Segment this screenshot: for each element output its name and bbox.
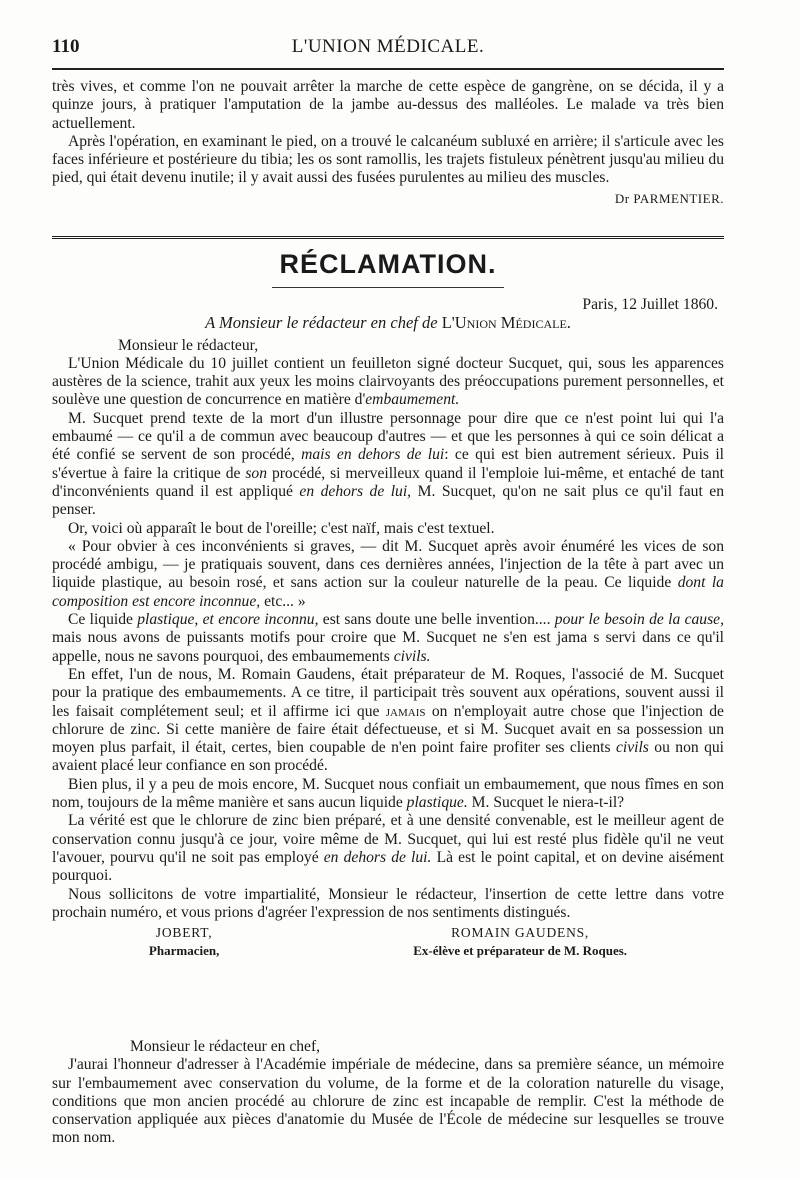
article-continuation: [52, 78, 724, 208]
salutation: Monsieur le rédacteur en chef,: [130, 1038, 321, 1055]
paragraph: J'aurai l'honneur d'adresser à l'Académie impériale de médecine, dans sa première séance, un mémoire sur l'embaumement avec conservation du volume, de la forme et de la coloration naturelle du visage, conditions que mon ancien procédé au chlorure de zinc est incapable de remplir. C'est la méthode de conservation appliquée aux pièces d'anatomie du Musée de l'École de médecine sur lesquelles se trouve mon nom.: [52, 1056, 724, 1147]
addressee: [52, 314, 724, 332]
paragraph: Or, voici où apparaît le bout de l'oreille; c'est naïf, mais c'est textuel.: [68, 519, 495, 537]
paragraph: Nous sollicitons de votre impartialité, Monsieur le rédacteur, l'insertion de cette lettre dans votre prochain numéro, et vous prions d'agréer l'expression de nos sentiments distingués.: [52, 885, 724, 921]
paragraph: très vives, et comme l'on ne pouvait arrêter la marche de cette espèce de gangrène, on se décida, il y a quinze jours, à pratiquer l'amputation de la jambe au-dessus des malléoles. Le malade va très bien actuellement.: [52, 78, 724, 132]
page-number: 110: [52, 36, 80, 57]
journal-name: L'Union Médicale.: [441, 313, 571, 333]
paragraph: La vérité est que le chlorure de zinc bien préparé, et à une densité convenable, est le meilleur agent de conservation connu jusqu'à ce jour, voire même de M. Sucquet, qui lui est resté plus fidèle qu'il ne veut l'avouer, pourvu qu'il ne soit pas employé en dehors de lui. Là est le point capital, et on devine aisément pourquoi.: [52, 812, 724, 885]
paragraph: Après l'opération, en examinant le pied, on a trouvé le calcanéum subluxé en arrière; il s'articule avec les faces inférieure et postérieure du tibia; les os sont ramollis, les trajets fistuleux pénètrent jusqu'au milieu du pied, qui était devenu inutile; il y avait aussi des fusées purulentes au milieu des muscles.: [52, 132, 724, 187]
quotation: « Pour obvier à ces inconvénients si graves, — dit M. Sucquet après avoir énuméré les vices de son procédé ambigu, — je pratiquais souvent, dans ces dernières années, l'injection de la tête à part avec un liquide plastique, au besoin rosé, et sans action sur la couleur naturelle de la peau. Ce liquide dont la composition est encore inconnue, etc... »: [52, 537, 724, 610]
signatures: [52, 924, 724, 961]
paragraph: Ce liquide plastique, et encore inconnu, est sans doute une belle invention.... pour le besoin de la cause, mais nous avons de puissants motifs pour croire que M. Sucquet ne s'en est jama s servi dans ce qu'il appelle, nous ne savons pourquoi, des embaumements civils.: [52, 611, 724, 665]
paragraph: L'Union Médicale du 10 juillet contient un feuilleton signé docteur Sucquet, qui, sous les apparences austères de la science, trahit aux yeux les moins clairvoyants des préoccupations purement personnelles, et soulève une question de concurrence en matière d'embaumement.: [52, 354, 724, 409]
page-header: [52, 32, 724, 64]
header-rule: [52, 68, 724, 70]
paragraph: Bien plus, il y a peu de mois encore, M. Sucquet nous confiait un embaumement, que nous fîmes en son nom, toujours de la même manière et sans aucun liquide plastique. M. Sucquet le niera-t-il?: [52, 775, 724, 812]
signature-jobert: JOBERT, Pharmacien,: [148, 925, 220, 959]
signature-gaudens: ROMAIN GAUDENS, Ex-élève et préparateur de M. Roques.: [413, 925, 628, 959]
dateline: Paris, 12 Juillet 1860.: [582, 296, 718, 313]
salutation: Monsieur le rédacteur,: [118, 336, 259, 354]
author-signature: Dr PARMENTIER.: [614, 190, 724, 206]
addressee-text: A Monsieur le rédacteur en chef de: [205, 313, 438, 333]
paragraph: M. Sucquet prend texte de la mort d'un illustre personnage pour dire que ce n'est point lui qui l'a embaumé — ce qu'il a de commun avec beaucoup d'autres — et que les personnes à qui ce soin délicat a été confié se servent de son procédé, mais en dehors de lui: ce qui est bien autrement sérieux. Puis il s'évertue à faire la critique de son procédé, si merveilleux quand il l'emploie lui-même, et entaché de tant d'inconvénients quand il est appliqué en dehors de lui, M. Sucquet, qu'on ne sait plus ce qu'il faut en penser.: [52, 409, 724, 519]
second-letter: [52, 1038, 724, 1148]
paragraph: En effet, l'un de nous, M. Romain Gaudens, était préparateur de M. Roques, l'associé de M. Sucquet pour la pratique des embaumements. A ce titre, il participait très souvent aux opérations, souvent aussi il les faisait complétement seul; et il affirme ici que jamais on n'employait autre chose que l'injection de chlorure de zinc. Si cette manière de faire était défectueuse, et si M. Sucquet avait en sa possession un moyen plus parfait, il était, certes, bien coupable de n'en point faire profiter ses clients civils ou non qui avaient placé leur confiance en son procédé.: [52, 665, 725, 775]
title-rule: [272, 287, 504, 288]
section-divider: [52, 236, 724, 242]
running-title: L'UNION MÉDICALE.: [291, 36, 485, 57]
section-title: RÉCLAMATION.: [279, 249, 497, 279]
reclamation-letter: [52, 296, 724, 961]
